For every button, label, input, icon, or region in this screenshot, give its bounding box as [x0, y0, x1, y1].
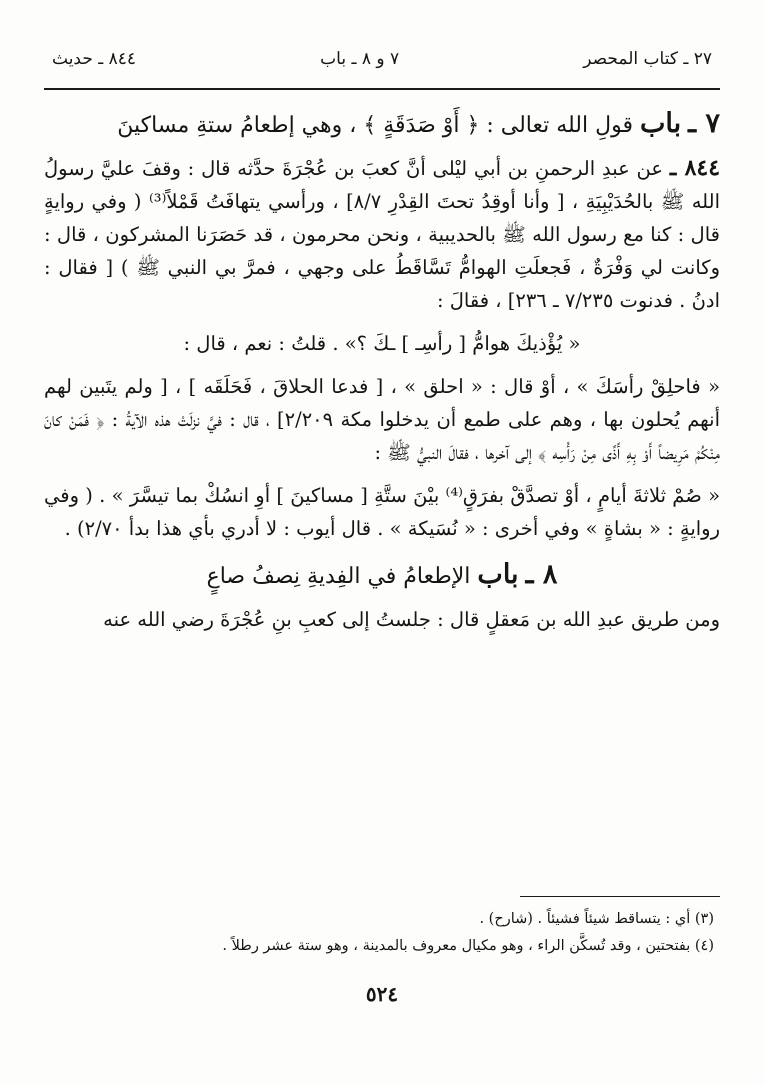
chapter-heading-8 — [44, 555, 720, 597]
footnotes — [44, 906, 714, 960]
footnote: (٤) بفتحتين ، وقد تُسكَّن الراء ، وهو مكيال معروف بالمدينة ، وهو ستة عشر رطلاً . — [222, 938, 714, 954]
chapter-heading-7 — [44, 104, 720, 146]
chapter-number: ٨ ـ — [525, 559, 558, 590]
running-header — [52, 42, 712, 76]
hadith-paragraph: « فاحلِقْ رأسَكَ » ، أوْ قال : « احلق » ، [ فدعا الحلاقَ ، فَحَلَقَه ] ، [ ولم يتَبين لهم أنهم يُحلون بها ، وهم على طمع أن يدخلوا مكة ٢/٢٠٩] ، قال : فيَّ نزلَتْ هذه الآيةُ : ﴿ فَمَنْ كانَ مِنْكُمْ مَرِيضاً أَوْ بِهِ أَذًى مِنْ رَأْسِه ﴾ إلى آخرها ، فقالَ النبيُّ ﷺ : — [44, 375, 721, 464]
header-hadith-number: ٨٤٤ ـ حديث — [52, 49, 137, 69]
chapter-title: الإطعامُ في الفِديةِ نِصفُ صاعٍ — [206, 564, 471, 589]
section-text: ومن طريق عبدِ الله بن مَعقلٍ قال : جلستُ إلى كعبِ بنِ عُجْرَةَ رضي الله عنه — [103, 608, 720, 631]
chapter-label: باب — [477, 559, 519, 590]
hadith-text: عن عبدِ الرحمنِ بن أبي ليْلى أنَّ كعبَ بن عُجْرَةَ حدَّثه قال : وقفَ عليَّ رسولُ الله ﷺ بالحُدَيْبِيَةِ ، [ وأنا أوقِدُ تحتَ القِدْرِ ٨/٧] ، ورأسي يتهافَتُ قَمْلاً⁽³⁾ ( وفي روايةٍ قال : كنا مع رسول الله ﷺ بالحديبية ، ونحن محرمون ، قد حَصَرَنا المشركون ، قال : وكانت لي وَفْرَةٌ ، فَجعلَتِ الهوامُّ تَسَّاقَطُ على وجهي ، فمرَّ بي النبي ﷺ ) [ فقال : ادنُ . فدنوت ٧/٢٣٥ ـ ٢٣٦] ، فقالَ : — [44, 157, 720, 312]
hadith-paragraph — [44, 152, 720, 317]
header-book-title: ٢٧ ـ كتاب المحصر — [583, 49, 712, 69]
chapter-title: قولِ الله تعالى : ﴿ أَوْ صَدَقَةٍ ﴾ ، وهي إطعامُ ستةِ مساكينَ — [117, 113, 633, 138]
chapter-label: باب — [640, 108, 682, 139]
header-chapter: ٧ و ٨ ـ باب — [320, 49, 400, 69]
hadith-number: ٨٤٤ ـ — [669, 155, 721, 181]
footnote-divider — [520, 896, 720, 897]
footnote: (٣) أي : يتساقط شيئاً فشيئاً . (شارح) . — [479, 911, 714, 927]
hadith-quote: « يُؤْذيكَ هوامُّ [ رأسِـ ] ـكَ ؟» . قلتُ : نعم ، قال : — [183, 332, 581, 355]
page-number: ٥٢٤ — [365, 982, 399, 1006]
header-divider — [44, 88, 720, 90]
main-text — [44, 104, 720, 646]
hadith-paragraph: « صُمْ ثلاثةَ أيامٍ ، أوْ تصدَّقْ بفرَقٍ⁽⁴⁾ بيْنَ ستَّةِ [ مساكينَ ] أوِ انسُكْ بما تيسَّرَ » . ( وفي روايةٍ : « بشاةٍ » وفي أخرى : « نُسَيكة » . قال أيوب : لا أدري بأي هذا بدأ ٢/٧٠) . — [44, 484, 720, 540]
chapter-number: ٧ ـ — [688, 108, 720, 139]
